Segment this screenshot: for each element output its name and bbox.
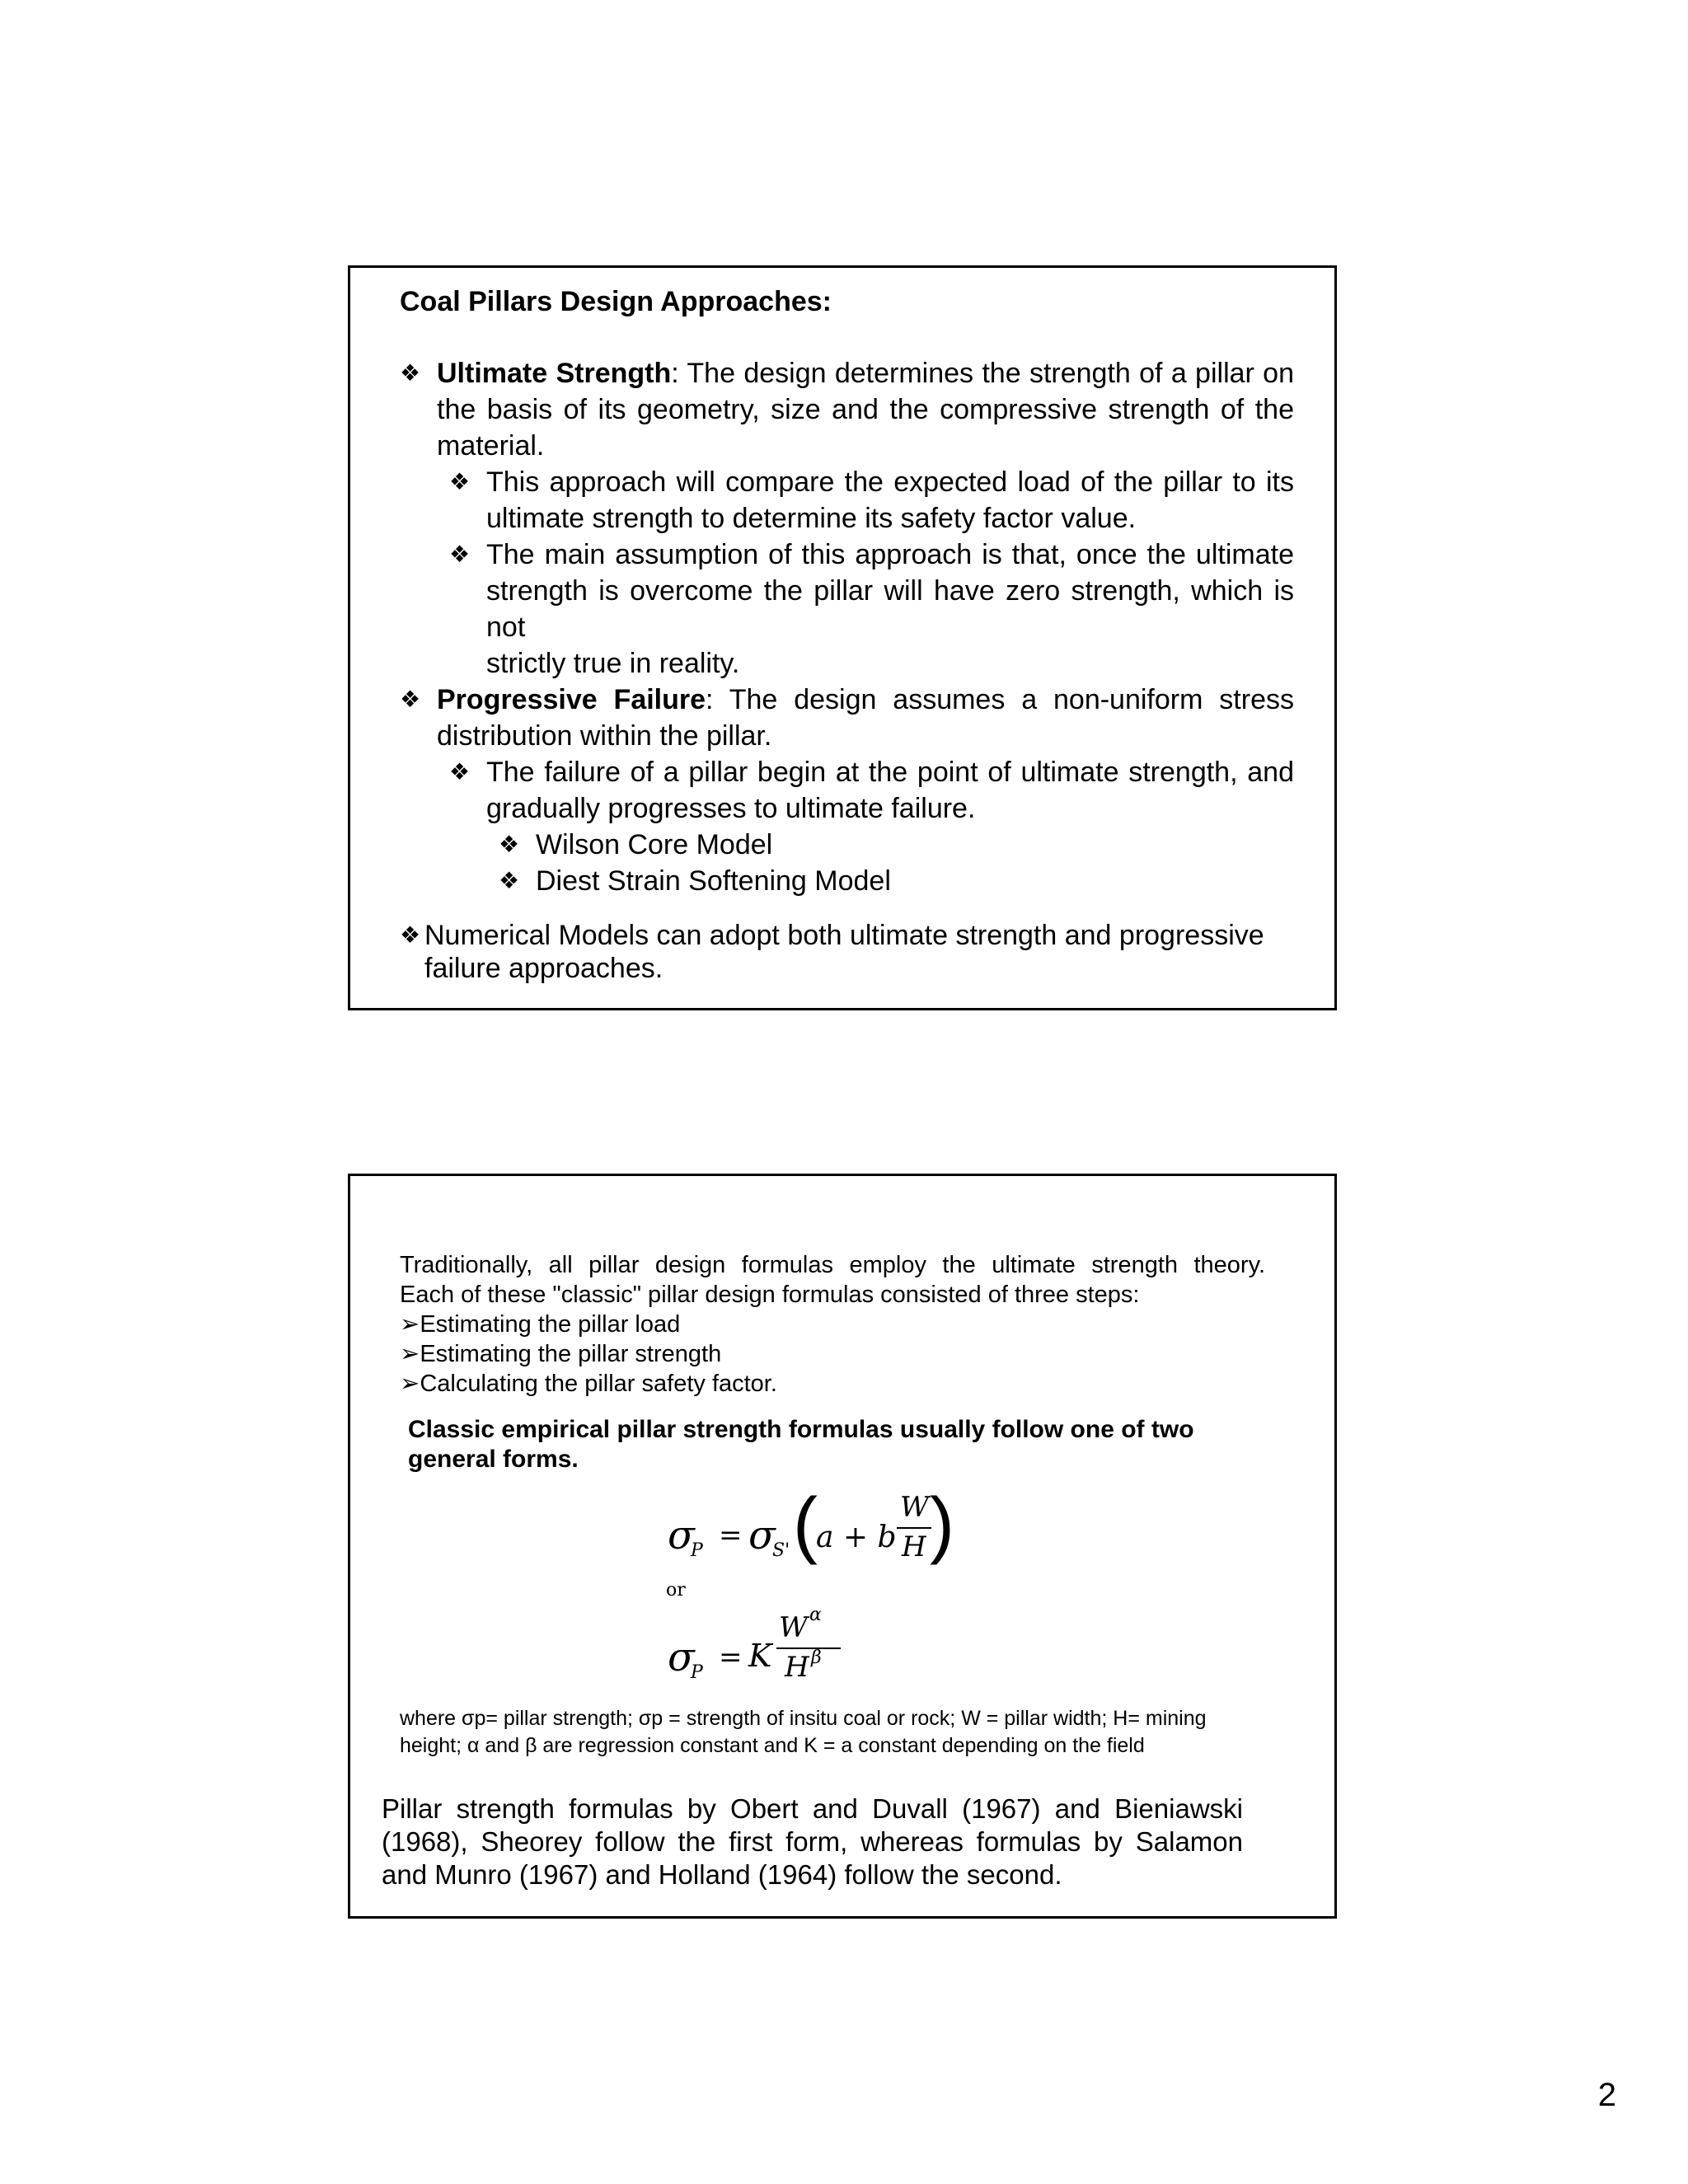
slide-coal-pillars-design-approaches — [348, 265, 1337, 1010]
step-item — [400, 1369, 777, 1399]
formula-1 — [668, 1483, 964, 1580]
fraction-bar — [897, 1527, 931, 1529]
closing-line3: and Munro (1967) and Holland (1964) follow the second. — [382, 1859, 1062, 1890]
steps-list — [400, 1310, 777, 1399]
slide-classic-pillar-formulas — [348, 1174, 1337, 1919]
formula-2 — [668, 1605, 882, 1695]
formula1-sub-p: P — [691, 1540, 703, 1561]
arrow-icon: ➢ — [400, 1371, 420, 1397]
formula2-den-exponent: β — [811, 1647, 822, 1668]
closing-line2: (1968), Sheorey follow the first form, whereas formulas by Salamon — [382, 1826, 1243, 1857]
page-number: 2 — [1597, 2077, 1616, 2113]
formula1-sigma-s: σ — [748, 1512, 776, 1558]
bullet-icon: ❖ — [400, 687, 421, 712]
formula1-a-plus-b: a + b — [816, 1521, 897, 1554]
classic-heading — [408, 1415, 1194, 1474]
progressive-sub1-line1: The failure of a pillar begin at the point of ultimate strength, and — [486, 757, 1294, 788]
progressive-sub-bullet-1 — [486, 754, 1294, 827]
ultimate-strength-line3: material. — [437, 430, 545, 462]
ultimate-strength-line2: the basis of its geometry, size and the compressive strength of the — [437, 394, 1294, 425]
intro-line1: Traditionally, all pillar design formulas employ the ultimate strength theory. — [400, 1252, 1265, 1278]
formula2-numerator: W — [779, 1611, 808, 1644]
fraction-bar — [776, 1647, 841, 1649]
ultimate-sub1-line2: ultimate strength to determine its safety factor value. — [486, 503, 1137, 534]
step-label: Estimating the pillar strength — [420, 1341, 722, 1367]
formula1-denominator: H — [902, 1530, 926, 1563]
formula-or: or — [666, 1580, 686, 1601]
bullet-icon: ❖ — [499, 832, 520, 857]
ultimate-sub2-line2: strength is overcome the pillar will have zero strength, which is not — [486, 575, 1294, 643]
ultimate-strength-label: Ultimate Strength — [437, 358, 672, 389]
step-label: Calculating the pillar safety factor. — [420, 1371, 777, 1397]
bullet-icon: ❖ — [449, 541, 471, 567]
intro-paragraph — [400, 1250, 1265, 1310]
step-item — [400, 1310, 777, 1339]
formula1-sub-s: S' — [772, 1540, 790, 1561]
numerical-line1: Numerical Models can adopt both ultimate strength and progressive — [424, 920, 1264, 951]
formula1-sigma-p: σ — [668, 1512, 695, 1558]
bullet-icon: ❖ — [499, 868, 520, 893]
bullet-icon: ❖ — [400, 360, 421, 386]
ultimate-strength-line1: : The design determines the strength of a pillar on — [671, 358, 1294, 389]
formula2-equals: = — [719, 1641, 743, 1674]
numerical-models-paragraph — [424, 919, 1264, 985]
where-definitions — [400, 1705, 1207, 1760]
bullet-icon: ❖ — [449, 469, 471, 494]
where-line2: height; α and β are regression constant and K = a constant depending on the field — [400, 1734, 1145, 1757]
bullet-icon: ❖ — [449, 759, 471, 785]
right-paren-icon: ) — [930, 1483, 954, 1566]
formula2-sigma-p: σ — [668, 1634, 695, 1680]
ultimate-sub2-line1: The main assumption of this approach is that, once the ultimate — [486, 539, 1294, 570]
formula2-num-exponent: α — [809, 1605, 822, 1625]
formula2-sub-p: P — [691, 1662, 703, 1683]
arrow-icon: ➢ — [400, 1311, 420, 1338]
slide1-title: Coal Pillars Design Approaches: — [400, 286, 832, 317]
ultimate-sub-bullet-1 — [486, 464, 1294, 537]
closing-paragraph — [382, 1793, 1243, 1891]
progressive-failure-line1: : The design assumes a non-uniform stress — [706, 684, 1294, 715]
progressive-failure-paragraph — [437, 682, 1294, 754]
classic-line1: Classic empirical pillar strength formulas usually follow one of two — [408, 1416, 1194, 1443]
progressive-failure-label: Progressive Failure — [437, 684, 706, 715]
model-wilson-core: Wilson Core Model — [536, 829, 773, 860]
where-line1: where σp= pillar strength; σp = strength of insitu coal or rock; W = pillar width; H= mining — [400, 1707, 1207, 1730]
closing-line1: Pillar strength formulas by Obert and Duvall (1967) and Bieniawski — [382, 1793, 1243, 1824]
progressive-failure-line2: distribution within the pillar. — [437, 720, 772, 752]
step-label: Estimating the pillar load — [420, 1311, 681, 1338]
formula1-numerator: W — [900, 1491, 929, 1524]
bullet-icon: ❖ — [400, 922, 421, 948]
ultimate-sub-bullet-2 — [486, 537, 1294, 682]
arrow-icon: ➢ — [400, 1341, 420, 1367]
numerical-line2: failure approaches. — [424, 953, 663, 984]
ultimate-sub2-line3: strictly true in reality. — [486, 648, 740, 679]
formula2-k: K — [748, 1638, 772, 1674]
formula1-equals: = — [719, 1519, 743, 1552]
intro-line2: Each of these "classic" pillar design formulas consisted of three steps: — [400, 1282, 1140, 1308]
left-paren-icon: ( — [793, 1483, 818, 1566]
classic-line2: general forms. — [408, 1446, 579, 1473]
step-item — [400, 1339, 777, 1369]
ultimate-sub1-line1: This approach will compare the expected load of the pillar to its — [486, 466, 1294, 498]
model-diest-strain-softening: Diest Strain Softening Model — [536, 865, 891, 897]
ultimate-strength-paragraph — [437, 355, 1294, 464]
progressive-sub1-line2: gradually progresses to ultimate failure. — [486, 793, 976, 824]
formula2-denominator: H — [785, 1651, 809, 1684]
